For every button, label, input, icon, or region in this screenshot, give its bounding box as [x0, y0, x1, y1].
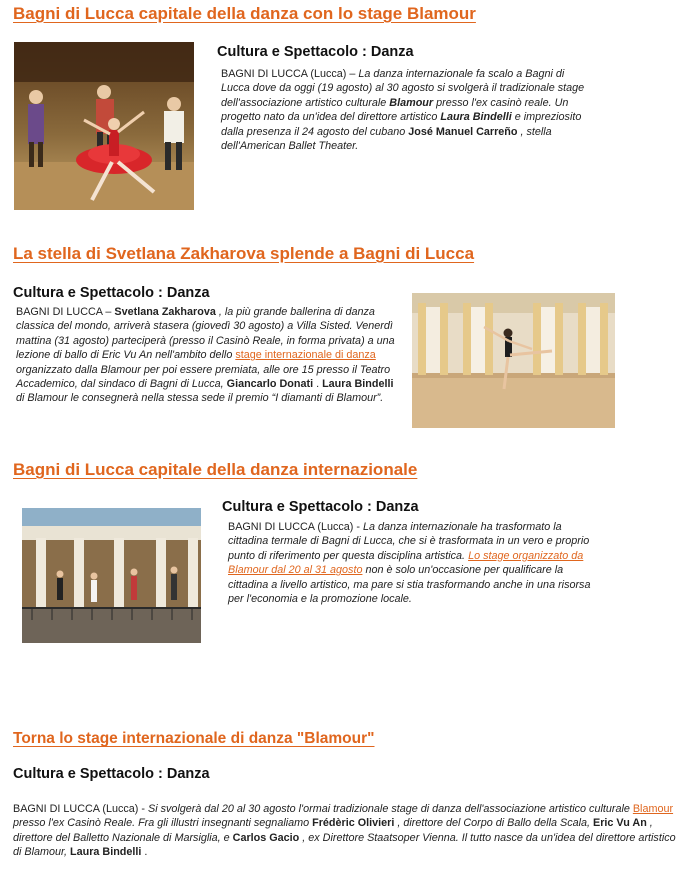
article-title-3[interactable]: Bagni di Lucca capitale della danza internazionale	[13, 460, 418, 479]
stage-link-3[interactable]: Lo stage organizzato da Blamour dal 20 al 31 agosto	[228, 549, 584, 577]
article-category-2: Cultura e Spettacolo : Danza	[13, 285, 210, 301]
article-body-1: BAGNI DI LUCCA (Lucca) – La danza internazionale fa scalo a Bagni di Lucca dove da oggi (19 agosto) al 30 agosto si svolgerà il tradizionale stage dell'associazione artistico culturale Blamour presso l'ex casinò reale. Un progetto nato da un'idea del direttore artistico Laura Bindelli e impreziosito dalla presenza il 24 agosto del cubano José Manuel Carreño , stella dell'American Ballet Theater.	[221, 68, 585, 153]
article-title-1[interactable]: Bagni di Lucca capitale della danza con lo stage Blamour	[13, 4, 476, 23]
stage-link-2[interactable]: stage internazionale di danza	[235, 349, 376, 362]
ballet-performance-photo	[14, 42, 194, 210]
dancers-on-balcony-photo	[22, 508, 201, 643]
blamour-link-4[interactable]: Blamour	[632, 803, 674, 815]
article-body-2: BAGNI DI LUCCA – Svetlana Zakharova , la più grande ballerina di danza classica del mondo, arriverà stasera (giovedì 30 agosto) a Villa Sisted. Venerdì mattina (31 agosto) parteciperà (presso il Casinò Reale, in forma privata) a una lezione di ballo di Eric Vu An nell'ambito dello stage internazionale di danza organizzato dalla Blamour per poi essere premiata, alle ore 15 presso il Teatro Accademico, dal sindaco di Bagni di Lucca, Giancarlo Donati . Laura Bindelli di Blamour le consegnerà nella stessa sede il premio “I diamanti di Blamour”.	[16, 306, 395, 405]
article-title-2[interactable]: La stella di Svetlana Zakharova splende a Bagni di Lucca	[13, 244, 475, 263]
dancer-in-ballroom-photo	[412, 293, 615, 428]
article-category-3: Cultura e Spettacolo : Danza	[222, 499, 419, 515]
article-body-4: BAGNI DI LUCCA (Lucca) - Si svolgerà dal 20 al 30 agosto l'ormai tradizionale stage di danza dell'associazione artistico culturale Blamour presso l'ex Casinò Reale. Fra gli illustri insegnanti segnaliamo Frédèric Olivieri , direttore del Corpo di Ballo della Scala, Eric Vu An , direttore del Balletto Nazionale di Marsiglia, e Carlos Gacio , ex Direttore Staatsoper Vienna. Il tutto nasce da un'idea del direttore artistico di Blamour, Laura Bindelli .	[13, 803, 676, 859]
article-category-1: Cultura e Spettacolo : Danza	[217, 44, 414, 60]
article-category-4: Cultura e Spettacolo : Danza	[13, 766, 210, 782]
article-title-4[interactable]: Torna lo stage internazionale di danza "Blamour"	[13, 730, 375, 747]
article-body-3: BAGNI DI LUCCA (Lucca) - La danza internazionale ha trasformato la cittadina termale di Bagni di Lucca, che si è trasformata in un vero e proprio punto di riferimento per questa disciplina artistica. Lo stage organizzato da Blamour dal 20 al 31 agosto non è solo un'occasione per qualificare la cittadina a livello artistico, ma pare si stia trasformando anche in una risorsa per l'economia e la promozione locale.	[228, 521, 591, 606]
